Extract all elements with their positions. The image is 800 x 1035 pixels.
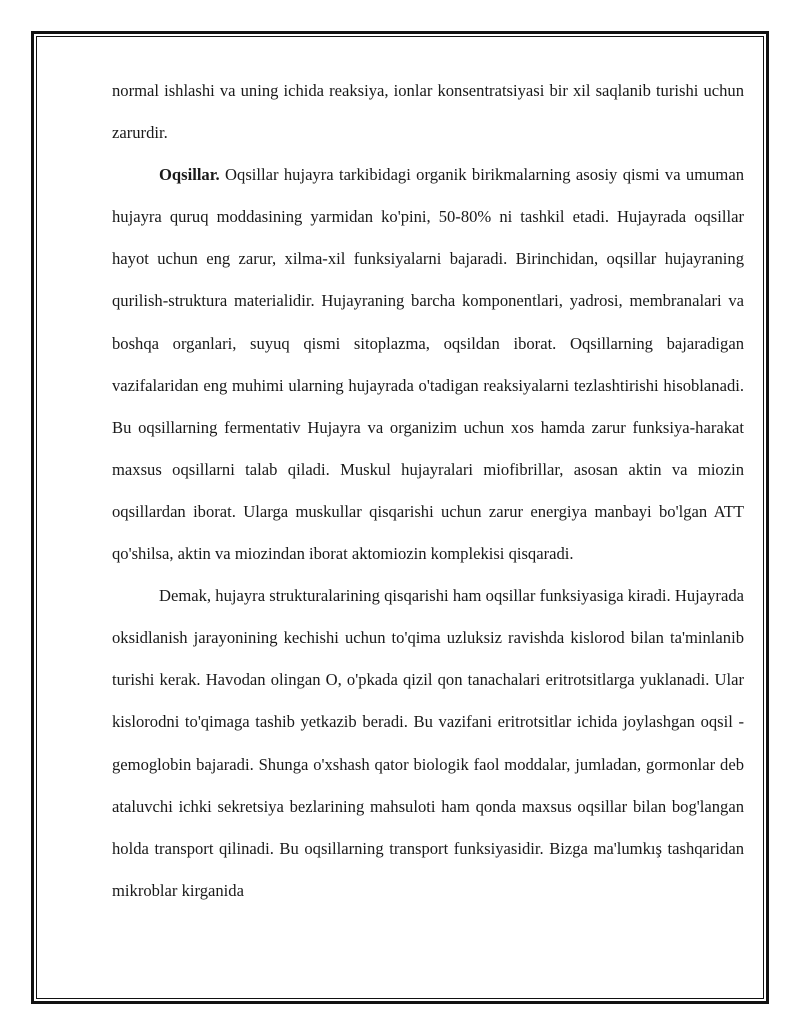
- paragraph-1: normal ishlashi va uning ichida reaksiya, ionlar konsentratsiyasi bir xil saqlanib turishi uchun zarurdir.: [112, 81, 744, 143]
- paragraph-3: Demak, hujayra strukturalarining qisqarishi ham oqsillar funksiyasiga kiradi. Hujayrada oksidlanish jarayonining kechishi uchun to'qima uzluksiz ravishda kislorod bilan ta'minlanib turishi kerak. Havodan olingan O, o'pkada qizil qon tanachalari eritrotsitlarga yuklanadi. Ular kislorodni to'qimaga tashib yetkazib beradi. Bu vazifani eritrotsitlar ichida joylashgan oqsil - gemoglobin bajaradi. Shunga o'xshash qator biologik faol moddalar, jumladan, gormonlar deb ataluvchi ichki sekretsiya bezlarining mahsuloti ham qonda maxsus oqsillar bilan bog'langan holda transport qilinadi. Bu oqsillarning transport funksiyasidir. Bizga ma'lumkış tashqaridan mikroblar kirganida: [112, 586, 744, 900]
- document-body: [112, 70, 744, 912]
- paragraph-2-heading: Oqsillar.: [159, 165, 220, 185]
- paragraph-2: [112, 154, 744, 575]
- paragraph-2-body: Oqsillar hujayra tarkibidagi organik birikmalarning asosiy qismi va umuman hujayra quruq moddasining yarmidan ko'pini, 50-80% ni tashkil etadi. Hujayrada oqsillar hayot uchun eng zarur, xilma-xil funksiyalarni bajaradi. Birinchidan, oqsillar hujayraning qurilish-struktura materialidir. Hujayraning barcha komponentlari, yadrosi, membranalari va boshqa organlari, suyuq qismi sitoplazma, oqsildan iborat. Oqsillarning bajaradigan vazifalaridan eng muhimi ularning hujayrada o'tadigan reaksiyalarni tezlashtirishi hisoblanadi. Bu oqsillarning fermentativ Hujayra va organizim uchun xos hamda zarur funksiya-harakat maxsus oqsillarni talab qiladi. Muskul hujayralari miofibrillar, asosan aktin va miozin oqsillardan iborat. Ularga muskullar qisqarishi uchun zarur energiya manbayi bo'lgan ATT qo'shilsa, aktin va miozindan iborat aktomiozin komplekisi qisqaradi.: [112, 165, 744, 564]
